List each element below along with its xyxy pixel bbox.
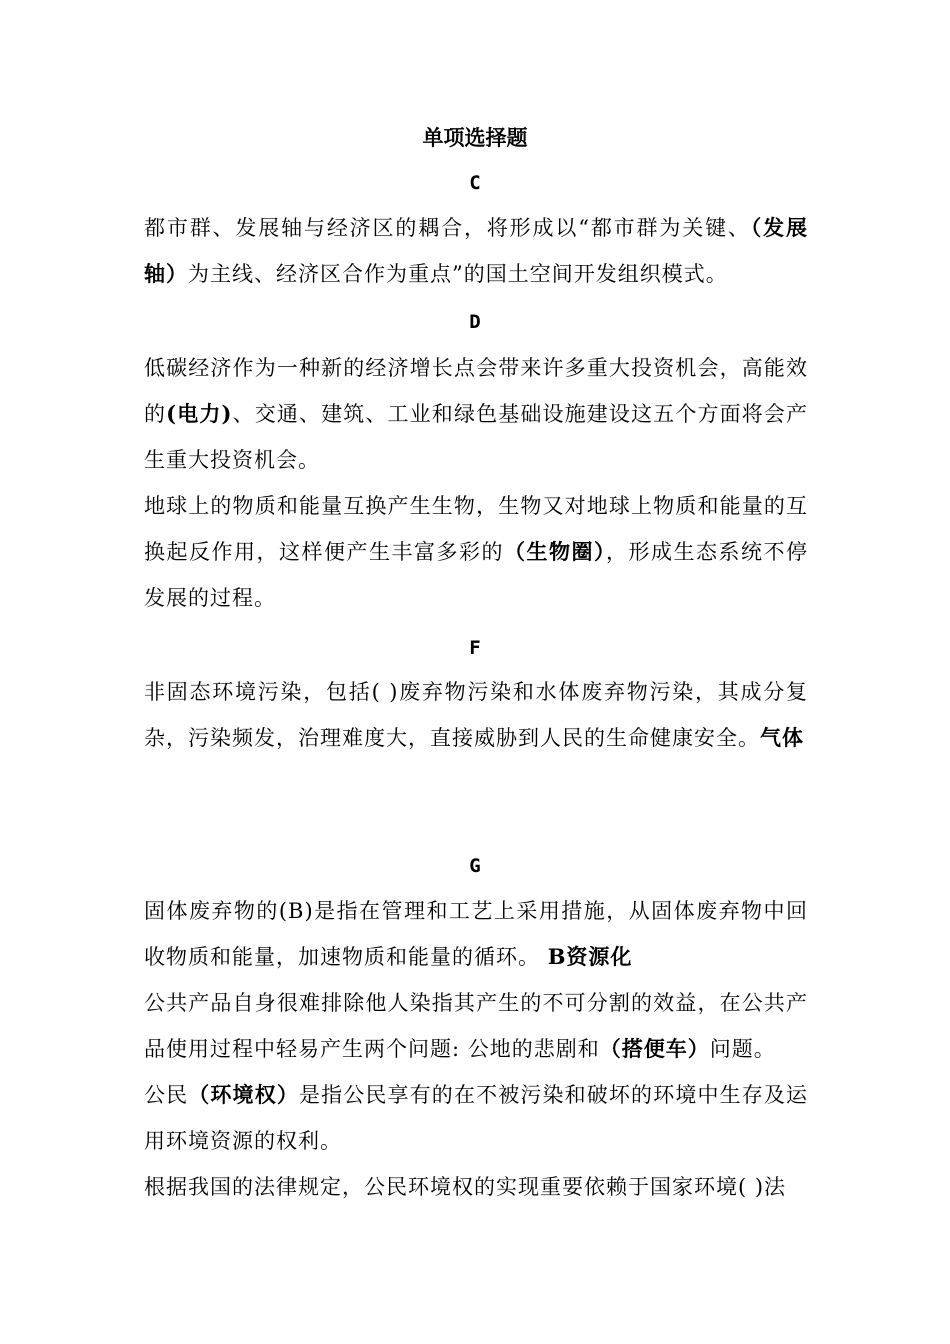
section-letter-f: F xyxy=(469,637,481,659)
paragraph-text: ，形成生态系统不停发展的过程。 xyxy=(144,540,808,610)
paragraph-4 xyxy=(144,669,808,761)
paragraph-text: 、交通、建筑、工业和绿色基础设施建设这五个方面将会产生重大投资机会。 xyxy=(144,402,809,472)
paragraph-text: 根据我国的法律规定，公民环境权的实现重要依赖于国家环境( )法 xyxy=(144,1175,787,1199)
paragraph-text: 公民 xyxy=(144,1083,189,1107)
paragraph-text: 低碳经济作为一种新的经济增长点会带来许多重大投资机会，高能效的 xyxy=(144,356,808,426)
paragraph-text: 地球上的物质和能量互换产生生物，生物又对地球上物质和能量的互换起反作用，这样便产生丰富多彩的 xyxy=(144,494,808,564)
paragraph-text: 都市群、发展轴与经济区的耦合，将形成以“都市群为关键、 xyxy=(144,216,751,240)
paragraph-1 xyxy=(144,205,808,297)
section-letter-c: C xyxy=(469,172,481,194)
paragraph-text: 公共产品自身很难排除他人染指其产生的不可分割的效益，在公共产品使用过程中轻易产生两个问题: 公地的悲剧和 xyxy=(144,991,808,1061)
section-letter-d: D xyxy=(469,311,481,333)
paragraph-5 xyxy=(144,888,808,980)
answer-text: 气体 xyxy=(760,725,804,750)
page-title: 单项选择题 xyxy=(422,126,528,150)
answer-text: （生物圈） xyxy=(504,539,606,564)
answer-text: （搭便车） xyxy=(599,1036,710,1061)
section-letter-g: G xyxy=(469,855,481,877)
paragraph-7 xyxy=(144,1072,808,1164)
answer-text: （环境权） xyxy=(188,1082,299,1107)
paragraph-text: 非固态环境污染，包括( )废弃物污染和水体废弃物污染，其成分复杂，污染频发，治理难度大，直接威胁到人民的生命健康安全。 xyxy=(144,680,808,750)
paragraph-6 xyxy=(144,980,808,1072)
answer-text: (电力) xyxy=(166,401,233,426)
paragraph-2 xyxy=(144,345,808,483)
paragraph-8 xyxy=(144,1164,808,1210)
paragraph-text: 为主线、经济区合作为重点”的国土空间开发组织模式。 xyxy=(188,262,728,286)
paragraph-3 xyxy=(144,483,808,621)
paragraph-text: 固体废弃物的(B)是指在管理和工艺上采用措施，从固体废弃物中回收物质和能量，加速物质和能量的循环。 xyxy=(144,899,808,969)
paragraph-text: 是指公民享有的在不被污染和破坏的环境中生存及运用环境资源的权利。 xyxy=(144,1083,809,1153)
answer-text: （发展轴） xyxy=(144,215,809,286)
answer-text: B资源化 xyxy=(547,944,633,969)
paragraph-text: 问题。 xyxy=(709,1037,776,1061)
